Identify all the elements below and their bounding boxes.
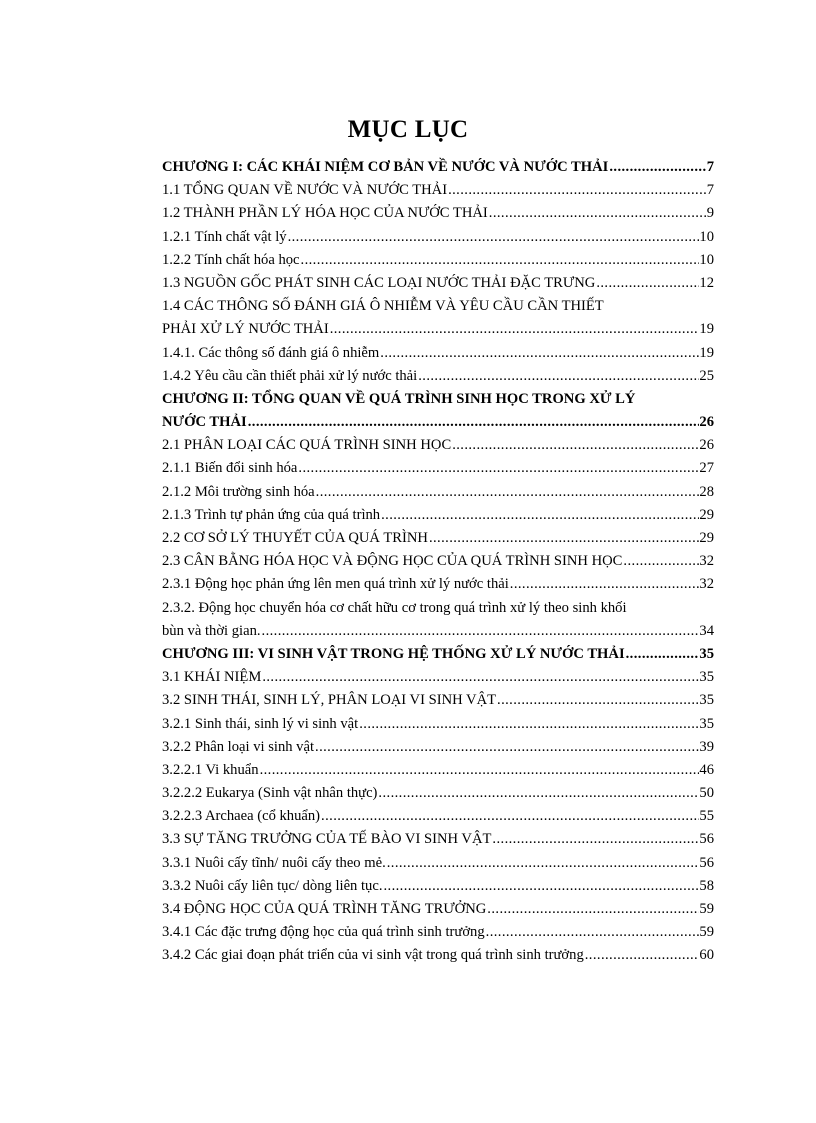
toc-entry-title: 2.1.3 Trình tự phản ứng của quá trình (162, 506, 381, 523)
toc-entry-page-number: 39 (699, 738, 714, 755)
toc-entry-title: 3.2.2 Phân loại vi sinh vật (162, 738, 315, 755)
toc-entry-line (162, 666, 714, 689)
toc-entry-title: 3.3 SỰ TĂNG TRƯỞNG CỦA TẾ BÀO VI SINH VẬT (162, 831, 492, 848)
toc-entry-title: 3.2.2.2 Eukarya (Sinh vật nhân thực) (162, 785, 378, 802)
toc-entry[interactable] (162, 202, 714, 225)
toc-entry-title: CHƯƠNG III: VI SINH VẬT TRONG HỆ THỐNG XỬ LÝ NƯỚC THẢI (162, 645, 625, 662)
dot-leader (380, 504, 699, 527)
toc-entry-page-number: 26 (699, 437, 714, 454)
toc-entry-page-number: 50 (699, 785, 714, 802)
toc-entry[interactable] (162, 921, 714, 944)
toc-entry-line (162, 272, 714, 295)
toc-entry-page-number: 7 (706, 159, 714, 175)
dot-leader (261, 666, 699, 689)
toc-entry-line (162, 156, 714, 179)
toc-entry-page-number: 32 (699, 553, 714, 570)
toc-entry-page-number: 7 (706, 182, 714, 199)
dot-leader (488, 202, 707, 225)
toc-entry[interactable] (162, 434, 714, 457)
toc-entry-page-number: 19 (699, 344, 714, 361)
toc-entry-line (162, 713, 714, 736)
table-of-contents (162, 156, 714, 968)
toc-entry-title: 2.1 PHÂN LOẠI CÁC QUÁ TRÌNH SINH HỌC (162, 437, 452, 454)
dot-leader (386, 852, 700, 875)
dot-leader (496, 689, 699, 712)
toc-entry-title: 3.2.2.3 Archaea (cổ khuẩn) (162, 808, 321, 825)
toc-entry[interactable] (162, 295, 714, 341)
toc-entry-page-number: 27 (699, 460, 714, 477)
toc-entry-page-number: 25 (699, 367, 714, 384)
toc-entry[interactable] (162, 713, 714, 736)
toc-entry-line (162, 481, 714, 504)
toc-entry-title: 3.2.1 Sinh thái, sinh lý vi sinh vật (162, 715, 359, 732)
toc-entry-line (162, 736, 714, 759)
toc-entry-page-number: 55 (699, 808, 714, 825)
dot-leader (491, 828, 699, 851)
toc-entry-line (162, 504, 714, 527)
dot-leader (358, 713, 699, 736)
toc-entry[interactable] (162, 666, 714, 689)
toc-entry-page-number: 59 (699, 901, 714, 917)
toc-entry-line (162, 828, 714, 851)
dot-leader (247, 411, 700, 434)
toc-entry[interactable] (162, 944, 714, 967)
toc-entry-line (162, 179, 714, 202)
toc-entry[interactable] (162, 852, 714, 875)
toc-entry[interactable] (162, 782, 714, 805)
page-title: MỤC LỤC (347, 116, 469, 143)
dot-leader (595, 272, 699, 295)
dot-leader (509, 573, 700, 596)
toc-entry-page-number: 26 (699, 414, 714, 431)
toc-entry-page-number: 12 (699, 274, 714, 291)
dot-leader (379, 342, 699, 365)
toc-entry-title: bùn và thời gian. (162, 622, 261, 639)
dot-leader (447, 179, 707, 202)
toc-entry[interactable] (162, 736, 714, 759)
dot-leader (382, 875, 699, 898)
dot-leader (329, 318, 700, 341)
toc-entry-line (162, 921, 714, 944)
toc-entry-title: 1.4.1. Các thông số đánh giá ô nhiễm (162, 344, 380, 361)
toc-entry-line (162, 226, 714, 249)
toc-entry-title: 1.2 THÀNH PHẦN LÝ HÓA HỌC CỦA NƯỚC THẢI (162, 205, 488, 222)
toc-entry-title: 2.2 CƠ SỞ LÝ THUYẾT CỦA QUÁ TRÌNH (162, 530, 428, 546)
dot-leader (261, 620, 700, 643)
toc-entry-title: 1.2.2 Tính chất hóa học (162, 251, 300, 268)
toc-entry-line (162, 898, 714, 921)
toc-entry-title: 1.1 TỔNG QUAN VỀ NƯỚC VÀ NƯỚC THẢI (162, 182, 448, 199)
dot-leader (315, 481, 700, 504)
dot-leader (297, 457, 699, 480)
toc-entry[interactable] (162, 365, 714, 388)
toc-entry[interactable] (162, 249, 714, 272)
toc-entry[interactable] (162, 875, 714, 898)
toc-entry-title: 3.2 SINH THÁI, SINH LÝ, PHÂN LOẠI VI SINH VẬT (162, 692, 497, 709)
toc-entry-title: 1.3 NGUỒN GỐC PHÁT SINH CÁC LOẠI NƯỚC THẢI ĐẶC TRƯNG (162, 274, 596, 291)
toc-entry-line (162, 573, 714, 596)
toc-entry-line (162, 782, 714, 805)
toc-entry-title: 3.2.2.1 Vi khuẩn (162, 761, 259, 778)
toc-entry-title: 3.4.2 Các giai đoạn phát triển của vi sinh vật trong quá trình sinh trưởng (162, 947, 584, 964)
dot-leader (377, 782, 699, 805)
toc-entry-page-number: 29 (699, 530, 714, 546)
dot-leader (417, 365, 699, 388)
toc-entry[interactable] (162, 504, 714, 527)
dot-leader (287, 226, 700, 249)
toc-chapter-entry[interactable] (162, 388, 714, 434)
toc-entry-line (162, 550, 714, 573)
toc-entry-line (162, 411, 714, 434)
toc-chapter-entry[interactable] (162, 643, 714, 666)
toc-chapter-entry[interactable] (162, 156, 714, 179)
toc-entry[interactable] (162, 481, 714, 504)
toc-entry-title: CHƯƠNG I: CÁC KHÁI NIỆM CƠ BẢN VỀ NƯỚC VÀ NƯỚC THẢI (162, 159, 609, 175)
toc-entry-title: 2.3.1 Động học phản ứng lên men quá trình xử lý nước thải (162, 576, 509, 593)
toc-entry-title: 3.3.2 Nuôi cấy liên tục/ dòng liên tục. (162, 877, 383, 894)
dot-leader (451, 434, 699, 457)
toc-entry-page-number: 10 (699, 228, 714, 245)
toc-entry-page-number: 32 (699, 576, 714, 593)
toc-entry[interactable] (162, 272, 714, 295)
dot-leader (428, 527, 699, 550)
toc-entry-title: 2.1.1 Biến đổi sinh hóa (162, 460, 298, 477)
toc-entry[interactable] (162, 759, 714, 782)
toc-entry-title-line: 1.4 CÁC THÔNG SỐ ĐÁNH GIÁ Ô NHIỄM VÀ YÊU CẦU CẦN THIẾT (162, 298, 604, 315)
toc-entry-line (162, 365, 714, 388)
dot-leader (314, 736, 699, 759)
toc-entry-page-number: 34 (699, 622, 714, 639)
toc-entry-title: 2.3 CÂN BẰNG HÓA HỌC VÀ ĐỘNG HỌC CỦA QUÁ TRÌNH SINH HỌC (162, 553, 623, 570)
toc-entry[interactable] (162, 527, 714, 550)
toc-entry[interactable] (162, 898, 714, 921)
dot-leader (259, 759, 700, 782)
toc-entry-page-number: 28 (699, 483, 714, 500)
toc-entry-page-number: 46 (699, 761, 714, 778)
toc-entry[interactable] (162, 689, 714, 712)
toc-entry-page-number: 59 (699, 924, 714, 941)
toc-entry-page-number: 35 (699, 715, 714, 732)
toc-entry-page-number: 35 (699, 669, 714, 686)
dot-leader (584, 944, 700, 967)
toc-entry[interactable] (162, 226, 714, 249)
dot-leader (608, 156, 706, 179)
toc-entry-title: 2.1.2 Môi trường sinh hóa (162, 483, 315, 500)
dot-leader (625, 643, 700, 666)
toc-entry-line (162, 944, 714, 967)
toc-entry-line (162, 342, 714, 365)
toc-entry-page-number: 35 (699, 645, 714, 662)
toc-entry[interactable] (162, 573, 714, 596)
toc-entry[interactable] (162, 179, 714, 202)
dot-leader (622, 550, 699, 573)
toc-entry-line (162, 318, 714, 341)
toc-entry-line (162, 249, 714, 272)
toc-entry-title: 3.1 KHÁI NIỆM (162, 669, 262, 686)
dot-leader (320, 805, 699, 828)
toc-entry-line (162, 643, 714, 666)
toc-entry-page-number: 35 (699, 692, 714, 709)
toc-entry-page-number: 9 (706, 205, 714, 222)
toc-entry-title-line: 2.3.2. Động học chuyển hóa cơ chất hữu cơ trong quá trình xử lý theo sinh khối (162, 599, 627, 616)
toc-entry-line (162, 805, 714, 828)
toc-entry-page-number: 56 (699, 831, 714, 848)
dot-leader (300, 249, 700, 272)
toc-entry-title: 1.2.1 Tính chất vật lý (162, 228, 287, 245)
toc-entry-title: 1.4.2 Yêu cầu cần thiết phải xử lý nước thải (162, 367, 418, 384)
toc-entry-line (162, 202, 714, 225)
toc-entry-line (162, 620, 714, 643)
toc-entry-line (162, 875, 714, 898)
toc-entry[interactable] (162, 342, 714, 365)
toc-entry-page-number: 10 (699, 251, 714, 268)
toc-entry-title: PHẢI XỬ LÝ NƯỚC THẢI (162, 321, 329, 338)
toc-entry-line (162, 434, 714, 457)
toc-entry[interactable] (162, 597, 714, 643)
toc-entry-title-line: CHƯƠNG II: TỔNG QUAN VỀ QUÁ TRÌNH SINH HỌC TRONG XỬ LÝ (162, 390, 636, 407)
toc-entry[interactable] (162, 828, 714, 851)
toc-entry-line (162, 527, 714, 550)
toc-entry[interactable] (162, 805, 714, 828)
toc-entry-line (162, 852, 714, 875)
toc-entry-line (162, 759, 714, 782)
toc-entry-line (162, 457, 714, 480)
toc-entry-line (162, 689, 714, 712)
toc-entry-page-number: 56 (699, 854, 714, 871)
toc-entry-page-number: 60 (699, 947, 714, 964)
toc-entry-title: 3.3.1 Nuôi cấy tĩnh/ nuôi cấy theo mẻ. (162, 854, 386, 871)
toc-entry-page-number: 29 (699, 506, 714, 523)
dot-leader (486, 898, 699, 921)
toc-entry-title: 3.4 ĐỘNG HỌC CỦA QUÁ TRÌNH TĂNG TRƯỞNG (162, 901, 487, 917)
toc-entry[interactable] (162, 550, 714, 573)
dot-leader (485, 921, 700, 944)
toc-entry-page-number: 58 (699, 877, 714, 894)
toc-entry[interactable] (162, 457, 714, 480)
toc-entry-title: NƯỚC THẢI (162, 414, 247, 431)
toc-entry-title: 3.4.1 Các đặc trưng động học của quá trình sinh trưởng (162, 924, 485, 941)
toc-entry-page-number: 19 (699, 321, 714, 338)
